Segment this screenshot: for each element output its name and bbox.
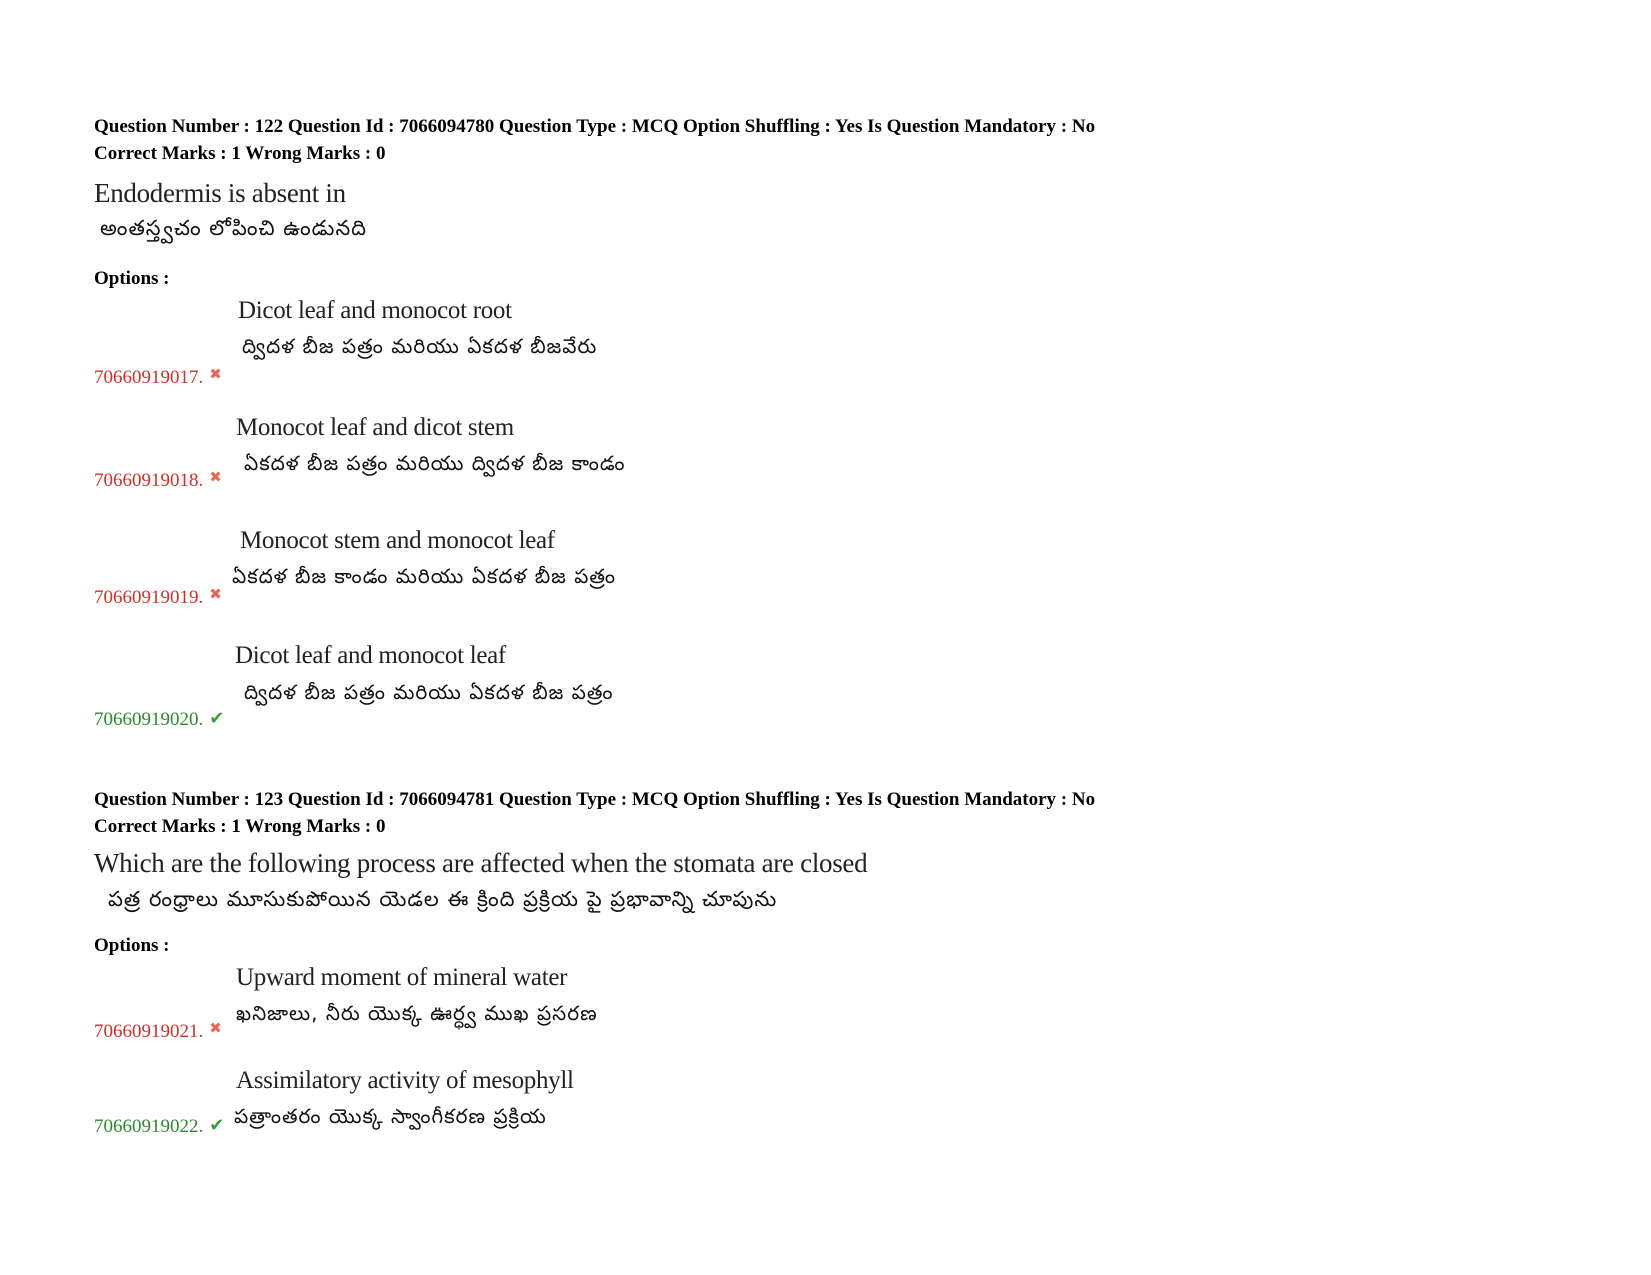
option-id-text: 70660919018. [94, 470, 204, 491]
question-text-telugu: అంతస్త్వచం లోపించి ఉండునది [100, 216, 368, 240]
question-text-english: Endodermis is absent in [94, 178, 346, 208]
cross-icon: ✖ [209, 365, 222, 383]
option-id [94, 1019, 222, 1043]
option-text-english: Monocot leaf and dicot stem [236, 414, 514, 441]
cross-icon: ✖ [209, 468, 222, 486]
option-id-text: 70660919019. [94, 587, 204, 608]
option-id-text: 70660919022. [94, 1116, 204, 1137]
check-icon: ✔ [209, 1115, 225, 1136]
option-text-telugu: పత్రాంతరం యొక్క స్వాంగీకరణ ప్రక్రియ [234, 1104, 547, 1128]
check-icon: ✔ [209, 708, 225, 729]
cross-icon: ✖ [209, 585, 222, 603]
question-meta: Question Number : 123 Question Id : 7066094781 Question Type : MCQ Option Shuffling : Yes Is Question Mandatory : No [94, 789, 1096, 810]
option-text-telugu: ద్విదళ బీజ పత్రం మరియు ఏకదళ బీజవేరు [242, 334, 598, 358]
option-id [94, 468, 222, 492]
question-marks: Correct Marks : 1 Wrong Marks : 0 [94, 143, 386, 164]
option-id-text: 70660919020. [94, 709, 204, 730]
option-id-text: 70660919021. [94, 1021, 204, 1042]
question-text-telugu: పత్ర రంధ్రాలు మూసుకుపోయిన యెడల ఈ క్రింది ప్రక్రియ పై ప్రభావాన్ని చూపును [108, 887, 778, 911]
option-text-english: Dicot leaf and monocot root [238, 297, 512, 324]
option-text-telugu: ఏకదళ బీజ పత్రం మరియు ద్విదళ బీజ కాండం [244, 451, 626, 475]
option-id [94, 708, 224, 731]
options-label: Options : [94, 268, 170, 289]
question-text-english: Which are the following process are affected when the stomata are closed [94, 848, 868, 878]
option-text-telugu: ఏకదళ బీజ కాండం మరియు ఏకదళ బీజ పత్రం [232, 564, 617, 588]
option-text-english: Assimilatory activity of mesophyll [236, 1067, 574, 1094]
question-meta: Question Number : 122 Question Id : 7066094780 Question Type : MCQ Option Shuffling : Yes Is Question Mandatory : No [94, 116, 1096, 137]
option-text-telugu: ఖనిజాలు, నీరు యొక్క ఊర్ధ్వ ముఖ ప్రసరణ [236, 1001, 598, 1025]
question-marks: Correct Marks : 1 Wrong Marks : 0 [94, 816, 386, 837]
options-label: Options : [94, 935, 170, 956]
option-id [94, 365, 222, 389]
option-text-telugu: ద్విదళ బీజ పత్రం మరియు ఏకదళ బీజ పత్రం [244, 680, 614, 704]
cross-icon: ✖ [209, 1019, 222, 1037]
option-text-english: Dicot leaf and monocot leaf [235, 642, 506, 669]
option-text-english: Monocot stem and monocot leaf [240, 527, 555, 554]
option-id [94, 585, 222, 609]
option-id [94, 1115, 224, 1138]
option-text-english: Upward moment of mineral water [236, 964, 568, 991]
option-id-text: 70660919017. [94, 367, 204, 388]
